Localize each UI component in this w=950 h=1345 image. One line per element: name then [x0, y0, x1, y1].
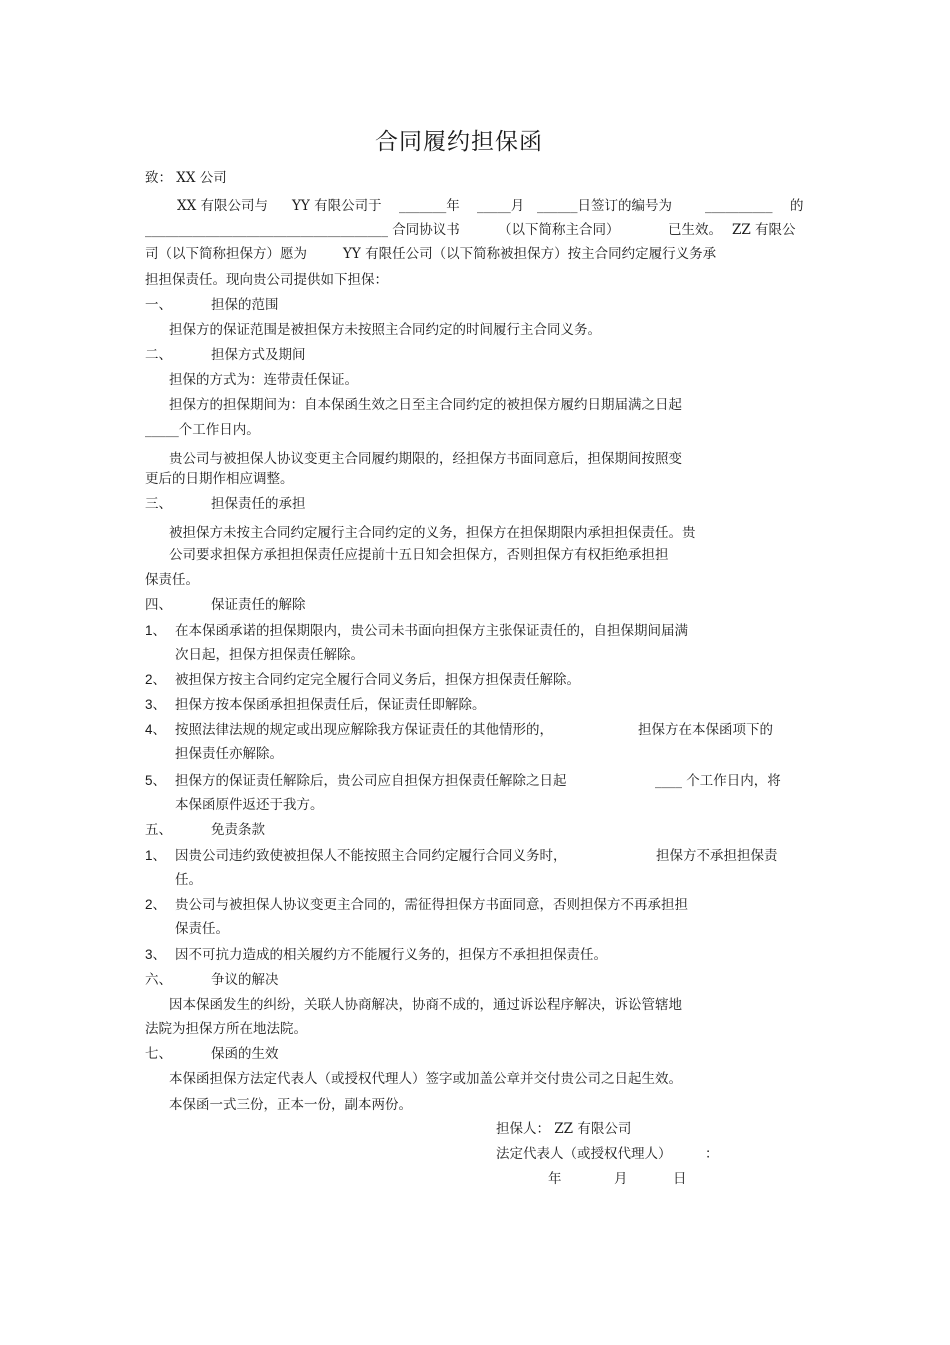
list-item-text: 担保责任亦解除。: [175, 746, 283, 762]
intro-text: ZZ 有限公: [732, 222, 796, 238]
intro-text: 担担保责任。现向贵公司提供如下担保：: [145, 272, 388, 288]
list-item-text: 次日起，担保方担保责任解除。: [175, 647, 364, 663]
list-number: 5、: [145, 773, 167, 788]
intro-text: YY 有限公司于: [292, 198, 382, 214]
list-item-text: 担保方按本保函承担担保责任后，保证责任即解除。: [175, 697, 486, 713]
section-heading: 担保方式及期间: [211, 347, 306, 363]
list-item-text: 贵公司与被担保人协议变更主合同的，需征得担保方书面同意，否则担保方不再承担担: [175, 897, 688, 913]
section-heading: 担保责任的承担: [211, 496, 306, 512]
intro-text: 的: [790, 198, 804, 214]
list-item-text: 被担保方按主合同约定完全履行合同义务后，担保方担保责任解除。: [175, 672, 580, 688]
date-blank-day: ______日签订的编号为: [537, 198, 672, 214]
section-body: 担保的方式为：连带责任保证。: [169, 372, 358, 388]
list-number: 2、: [145, 672, 167, 687]
list-item-text: 因贵公司违约致使被担保人不能按照主合同约定履行合同义务时，: [175, 848, 567, 864]
guarantor-name: 担保人： ZZ 有限公司: [496, 1121, 632, 1137]
list-item-text: 担保方的保证责任解除后，贵公司应自担保方担保责任解除之日起: [175, 773, 567, 789]
section-number: 六、: [145, 972, 172, 988]
list-item-text: 保责任。: [175, 921, 229, 937]
list-item-text: 担保方在本保函项下的: [638, 722, 773, 738]
section-body: 本保函担保方法定代表人（或授权代理人）签字或加盖公章并交付贵公司之日起生效。: [169, 1071, 682, 1087]
section-body: 法院为担保方所在地法院。: [145, 1021, 307, 1037]
section-heading: 保函的生效: [211, 1046, 279, 1062]
section-heading: 担保的范围: [211, 297, 279, 313]
section-number: 七、: [145, 1046, 172, 1062]
list-item-text: 担保方不承担担保责: [656, 848, 778, 864]
addressee: 致： XX 公司: [145, 170, 227, 186]
section-body: 本保函一式三份，正本一份，副本两份。: [169, 1097, 412, 1113]
list-number: 3、: [145, 947, 167, 962]
section-number: 一、: [145, 297, 172, 313]
section-body: _____个工作日内。: [145, 422, 260, 438]
date-blank-month: _____月: [477, 198, 525, 214]
list-item-text: 任。: [175, 872, 202, 888]
section-body: 因本保函发生的纠纷，关联人协商解决，协商不成的，通过诉讼程序解决，诉讼管辖地: [169, 997, 682, 1013]
document-title: 合同履约担保函: [375, 129, 543, 155]
list-number: 1、: [145, 848, 167, 863]
list-item-text: 本保函原件返还于我方。: [175, 797, 324, 813]
list-item-text: 因不可抗力造成的相关履约方不能履行义务的，担保方不承担担保责任。: [175, 947, 607, 963]
intro-text: （以下简称主合同）: [498, 222, 620, 238]
signature-date-month: 月: [614, 1171, 628, 1187]
section-heading: 免责条款: [211, 822, 265, 838]
section-body: 公司要求担保方承担担保责任应提前十五日知会担保方，否则担保方有权拒绝承担担: [169, 547, 669, 563]
intro-text: YY 有限任公司（以下简称被担保方）按主合同约定履行义务承: [343, 246, 717, 262]
list-item-text: 按照法律法规的规定或出现应解除我方保证责任的其他情形的，: [175, 722, 553, 738]
list-item-text: 在本保函承诺的担保期限内，贵公司未书面向担保方主张保证责任的，自担保期间届满: [175, 623, 688, 639]
list-number: 3、: [145, 697, 167, 712]
section-body: 保责任。: [145, 572, 199, 588]
intro-text: XX 有限公司与: [177, 198, 269, 214]
section-number: 三、: [145, 496, 172, 512]
legal-representative-label: 法定代表人（或授权代理人）: [496, 1146, 672, 1162]
section-heading: 保证责任的解除: [211, 597, 306, 613]
section-body: 担保方的保证范围是被担保方未按照主合同约定的时间履行主合同义务。: [169, 322, 601, 338]
list-item-text: ____ 个工作日内，将: [655, 773, 781, 789]
signature-date-day: 日: [673, 1171, 687, 1187]
list-number: 1、: [145, 623, 167, 638]
section-body: 被担保方未按主合同约定履行主合同约定的义务，担保方在担保期限内承担担保责任。贵: [169, 525, 696, 541]
section-body: 贵公司与被担保人协议变更主合同履约期限的，经担保方书面同意后，担保期间按照变: [169, 451, 682, 467]
date-blank-year: _______年: [399, 198, 460, 214]
section-number: 二、: [145, 347, 172, 363]
section-heading: 争议的解决: [211, 972, 279, 988]
section-body: 担保方的担保期间为：自本保函生效之日至主合同约定的被担保方履约日期届满之日起: [169, 397, 682, 413]
section-body: 更后的日期作相应调整。: [145, 471, 294, 487]
intro-text: 已生效。: [668, 222, 722, 238]
number-blank: __________: [705, 198, 773, 214]
list-number: 4、: [145, 722, 167, 737]
intro-text: 司（以下简称担保方）愿为: [145, 246, 307, 262]
legal-representative-colon: ：: [705, 1146, 719, 1162]
list-number: 2、: [145, 897, 167, 912]
signature-date-year: 年: [548, 1171, 562, 1187]
contract-name-blank: ____________________________________ 合同协议书: [145, 222, 460, 238]
section-number: 五、: [145, 822, 172, 838]
section-number: 四、: [145, 597, 172, 613]
